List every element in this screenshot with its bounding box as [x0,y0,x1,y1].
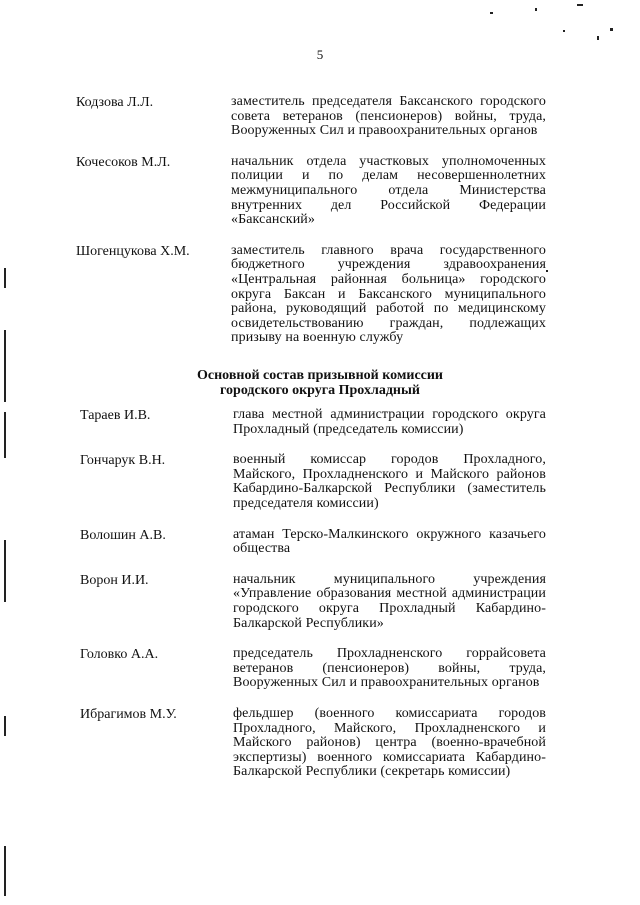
member-name: Ибрагимов М.У. [80,706,177,722]
member-position: заместитель главного врача государственного бюджетного учреждения здравоохранения «Центральная районная больница» городского округа Баксан и Баксанского муниципального района, руководящий работой по медицинскому освидетельствованию граждан, подлежащих призыву на военную службу [231,242,546,346]
scan-edge-mark [4,268,6,288]
page-number: 5 [316,47,324,62]
scan-speck [577,4,583,6]
section-heading-line-2: городского округа Прохладный [220,383,420,398]
list-item [80,707,546,780]
scan-speck [490,12,493,14]
list-item [76,244,546,346]
member-name: Кодзова Л.Л. [76,95,154,110]
list-item [80,573,546,631]
list-item [76,95,546,139]
scan-speck [535,8,537,11]
member-position: военный комиссар городов Прохладного, Майского, Прохладненского и Майского районов Кабардино-Балкарской Республики (заместитель председателя комиссии) [233,452,546,511]
member-position: атаман Терско-Малкинского окружного казачьего общества [233,526,546,557]
scan-speck [610,28,613,31]
section-heading [0,368,640,398]
list-item [80,453,546,511]
scan-speck [546,270,548,272]
member-name: Шогенцукова Х.М. [76,243,190,259]
scan-edge-mark [4,330,6,402]
list-item [80,408,546,437]
scan-edge-mark [4,846,6,896]
member-position: начальник отдела участковых уполномоченных полиции и по делам несовершеннолетних межмуниципального отдела Министерства внутренних дел Российской Федерации «Баксанский» [231,153,546,228]
member-name: Кочесоков М.Л. [76,154,171,170]
member-name: Головко А.А. [80,647,159,663]
member-position: начальник муниципального учреждения «Управление образования местной администрации городского округа Прохладный Кабардино-Балкарской Республики» [233,571,546,631]
member-position: глава местной администрации городского округа Прохладный (председатель комиссии) [233,407,546,437]
member-name: Ворон И.И. [80,572,149,588]
member-position: заместитель председателя Баксанского городского совета ветеранов (пенсионеров) войны, труда, Вооруженных Сил и правоохранительных органов [231,94,546,139]
member-position: председатель Прохладненского горрайсовета ветеранов (пенсионеров) войны, труда, Вооруженных Сил и правоохранительных органов [233,646,546,691]
list-item [80,647,546,691]
scan-edge-mark [4,716,6,736]
scan-edge-mark [4,412,6,458]
members-list-baksan [76,95,546,362]
member-name: Волошин А.В. [80,527,166,543]
member-position: фельдшер (военного комиссариата городов Прохладного, Майского, Прохладненского и Майского районов) центра (военно-врачебной экспертизы) военного комиссариата Кабардино-Балкарской Республики (секретарь комиссии) [233,705,546,780]
list-item [80,528,546,557]
member-name: Тараев И.В. [80,408,151,423]
scan-edge-mark [4,540,6,602]
members-list-prokhladny [80,408,546,796]
scan-speck [563,30,565,32]
section-heading-line-1: Основной состав призывной комиссии [197,368,443,383]
list-item [76,155,546,228]
scan-speck [597,36,599,40]
member-name: Гончарук В.Н. [80,453,166,469]
